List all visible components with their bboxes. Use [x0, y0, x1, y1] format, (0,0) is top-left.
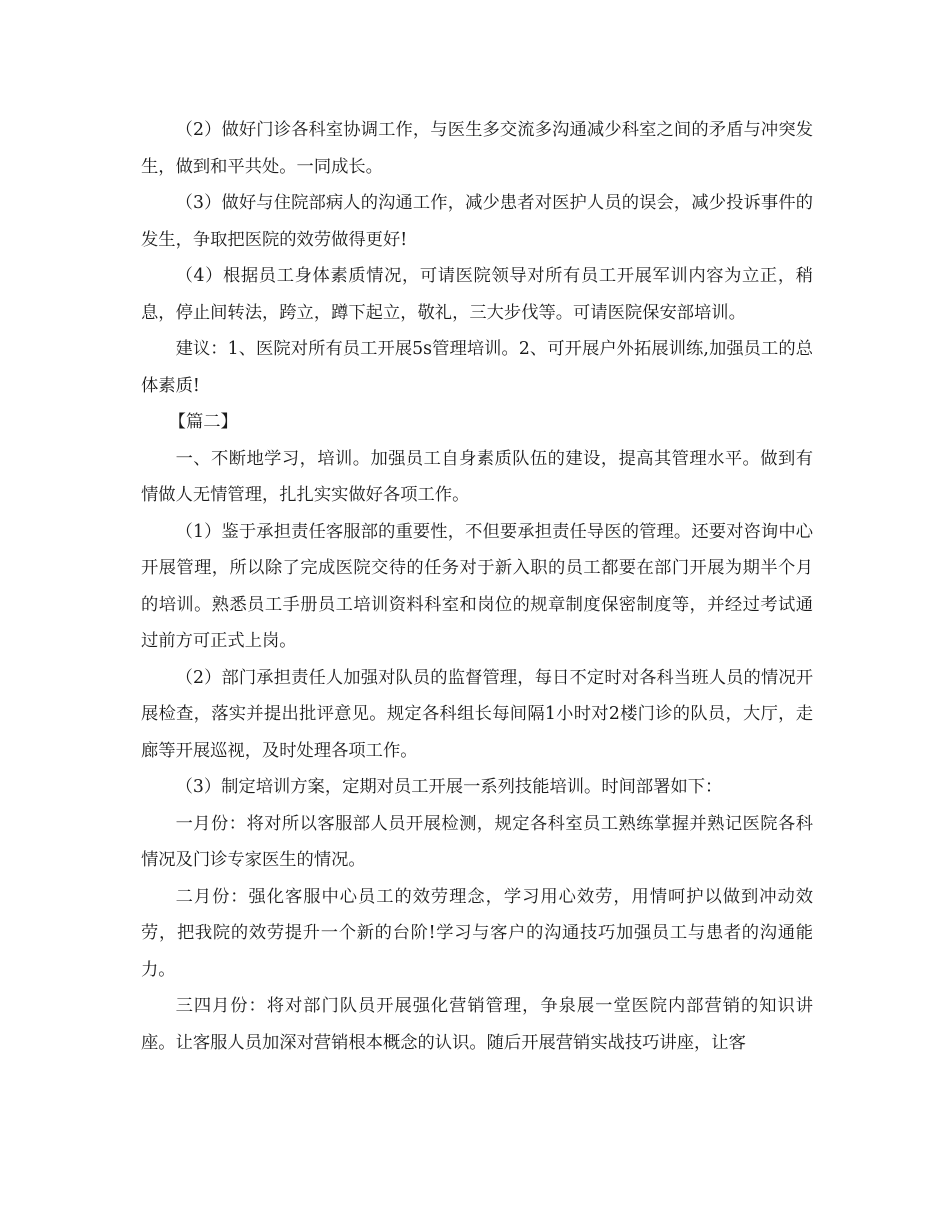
paragraph-point-one: 一、不断地学习，培训。加强员工自身素质队伍的建设，提高其管理水平。做到有情做人无情管理，扎扎实实做好各项工作。: [141, 448, 813, 505]
paragraph-sub-2: （2）部门承担责任人加强对队员的监督管理，每日不定时对各科当班人员的情况开展检查，落实并提出批评意见。规定各科组长每间隔1小时对2楼门诊的队员，大厅，走廊等开展巡视，及时处理各项工作。: [141, 667, 813, 761]
paragraph-february: 二月份：强化客服中心员工的效劳理念，学习用心效劳，用情呵护以做到冲动效劳，把我院的效劳提升一个新的台阶!学习与客户的沟通技巧加强员工与患者的沟通能力。: [141, 886, 813, 980]
document-body: [141, 112, 813, 1061]
paragraph-item-3: （3）做好与住院部病人的沟通工作，减少患者对医护人员的误会，减少投诉事件的发生，争取把医院的效劳做得更好!: [141, 193, 813, 250]
section-heading-part-two: 【篇二】: [168, 412, 238, 432]
paragraph-sub-1: （1）鉴于承担责任客服部的重要性，不但要承担责任导医的管理。还要对咨询中心开展管理，所以除了完成医院交待的任务对于新入职的员工都要在部门开展为期半个月的培训。熟悉员工手册员工培训资料科室和岗位的规章制度保密制度等，并经过考试通过前方可正式上岗。: [141, 521, 813, 651]
paragraph-sub-3: （3）制定培训方案，定期对员工开展一系列技能培训。时间部署如下：: [175, 777, 723, 797]
paragraph-january: 一月份：将对所以客服部人员开展检测，规定各科室员工熟练掌握并熟记医院各科情况及门诊专家医生的情况。: [141, 813, 813, 870]
paragraph-item-2: （2）做好门诊各科室协调工作，与医生多交流多沟通减少科室之间的矛盾与冲突发生，做到和平共处。一同成长。: [141, 120, 813, 177]
paragraph-item-4: （4）根据员工身体素质情况，可请医院领导对所有员工开展军训内容为立正，稍息，停止间转法，跨立，蹲下起立，敬礼，三大步伐等。可请医院保安部培训。: [141, 266, 813, 323]
paragraph-march-april: 三四月份：将对部门队员开展强化营销管理，争泉展一堂医院内部营销的知识讲座。让客服人员加深对营销根本概念的认识。随后开展营销实战技巧讲座，让客: [141, 996, 813, 1053]
paragraph-suggestion: 建议：1、医院对所有员工开展5s管理培训。2、可开展户外拓展训练,加强员工的总体素质!: [141, 339, 813, 396]
